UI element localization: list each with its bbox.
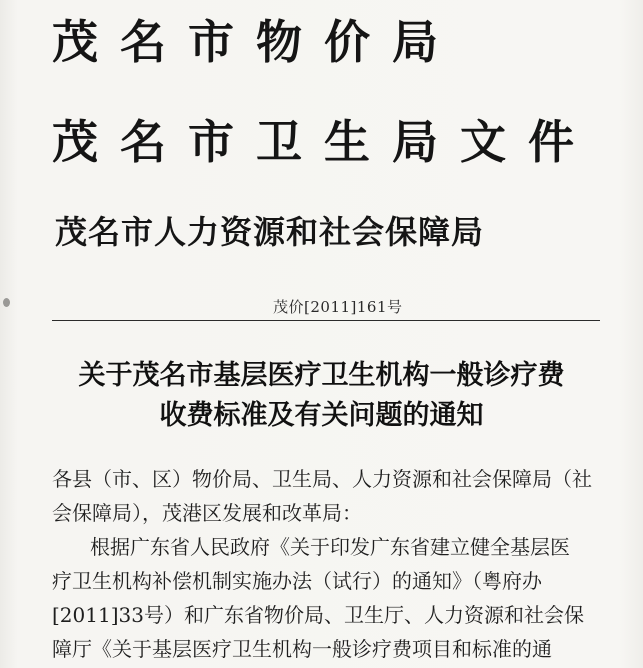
document-title bbox=[0, 356, 643, 436]
document-number: 茂价[2011]161号 bbox=[273, 298, 403, 316]
paragraph-line-1: 根据广东省人民政府《关于印发广东省建立健全基层医 bbox=[90, 535, 570, 559]
paragraph-line-3: [2011]33号）和广东省物价局、卫生厅、人力资源和社会保 bbox=[52, 603, 584, 627]
recipients-line-1: 各县（市、区）物价局、卫生局、人力资源和社会保障局（社 bbox=[52, 467, 592, 491]
issuer-health-bureau-document: 茂名市卫生局文件 bbox=[52, 115, 596, 169]
paragraph-line-2: 疗卫生机构补偿机制实施办法（试行）的通知》（粤府办 bbox=[52, 569, 542, 593]
header-divider-line bbox=[52, 320, 600, 321]
document-body bbox=[52, 462, 612, 666]
paragraph-line-4: 障厅《关于基层医疗卫生机构一般诊疗费项目和标准的通 bbox=[52, 637, 552, 661]
issuer-hr-social-security-bureau: 茂名市人力资源和社会保障局 bbox=[55, 213, 485, 251]
title-line-1: 关于茂名市基层医疗卫生机构一般诊疗费 bbox=[78, 360, 565, 391]
recipients-line-2: 会保障局），茂港区发展和改革局： bbox=[52, 501, 362, 525]
binding-hole-mark bbox=[3, 298, 10, 307]
issuer-price-bureau: 茂名市物价局 bbox=[52, 15, 460, 69]
title-line-2: 收费标准及有关问题的通知 bbox=[159, 400, 484, 431]
